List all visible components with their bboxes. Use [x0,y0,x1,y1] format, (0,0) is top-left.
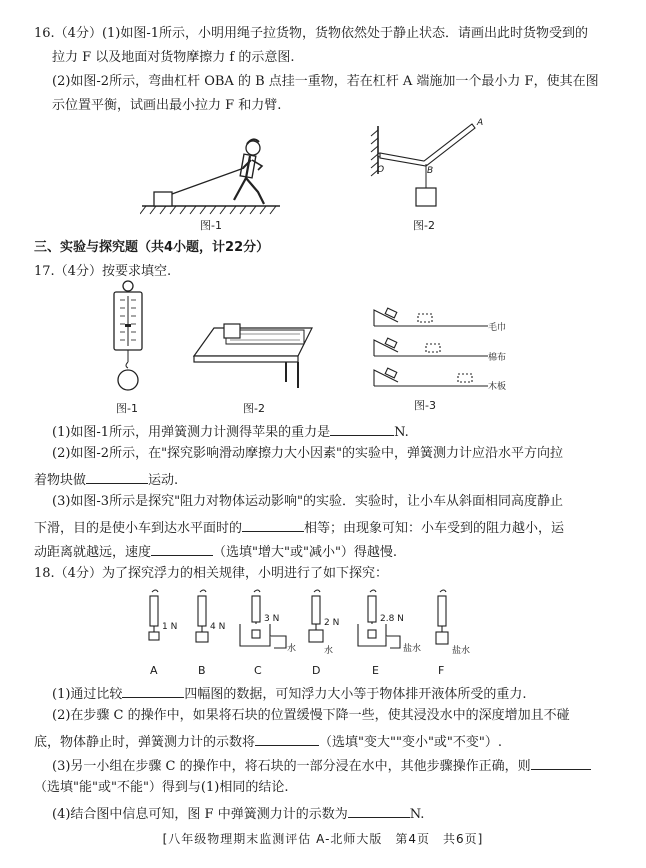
q17-fig3-caption: 图-3 [414,399,436,412]
water-label-C: 水 [287,644,297,654]
apple [118,370,138,390]
surface-wood: 木板 [488,382,507,392]
q18-p2-tail: （选填"变大""变小"或"不变"）. [319,735,503,750]
q17-blank-2[interactable] [86,470,148,484]
saltwater-label-E: 盐水 [403,644,422,654]
q17-p3b [34,518,564,537]
q16-figure-1 [140,128,290,218]
q18-p3-text: (3)另一小组在步骤 C 的操作中，将石块的一部分浸在水中，其他步骤操作正确，则 [52,759,531,774]
q18-p2a: (2)在步骤 C 的操作中，如果将石块的位置缓慢下降一些，使其浸没水中的深度增加且不碰 [52,708,570,723]
q17-p1-text: (1)如图-1所示，用弹簧测力计测得苹果的重力是 [52,425,331,440]
q18-blank-2[interactable] [255,732,319,746]
reading-D: 2 N [324,618,340,628]
q18-p4-unit: N. [409,807,425,822]
q17-p3c [34,542,397,561]
point-A: A [477,118,484,128]
page-footer: [八年级物理期末监测评估 A-北师大版 第4页 共6页] [162,832,484,846]
q17-p1 [52,422,409,441]
block [224,324,240,338]
q18-blank-4[interactable] [348,804,410,818]
q17-p3a: (3)如图-3所示是探究"阻力对物体运动影响"的实验．实验时，让小车从斜面相同高度静止 [52,494,564,509]
q17-line1: 17.（4分）按要求填空. [34,264,172,279]
q18-line1: 18.（4分）为了探究浮力的相关规律，小明进行了如下探究： [34,566,388,581]
q16-fig2-caption: 图-2 [413,219,435,232]
reading-E: 2.8 N [380,614,404,624]
q17-figure-1 [106,280,150,396]
surface-towel: 毛巾 [488,323,507,333]
weight-box [416,188,436,206]
label-F: F [438,664,445,677]
q18-blank-1[interactable] [122,684,184,698]
q18-figures [136,588,476,658]
q17-p3-tail: （选填"增大"或"减小"）得越慢. [213,545,398,560]
q17-p2b [34,470,178,489]
q18-p1-text: (1)通过比较 [52,687,123,702]
rope [172,168,244,194]
reading-C: 3 N [264,614,280,624]
q18-p3b: （选填"能"或"不能"）得到与(1)相同的结论. [34,780,289,795]
q18-p2b [34,732,502,751]
q18-p1 [52,684,527,703]
q17-fig2-caption: 图-2 [243,402,265,415]
point-B: B [427,166,434,176]
q17-blank-4[interactable] [151,542,213,556]
q17-p2-text: 着物块做 [34,473,87,488]
saltwater-label-F: 盐水 [452,646,471,656]
label-A: A [150,664,158,677]
label-B: B [198,664,206,677]
q16-line2: 拉力 F 以及地面对货物摩擦力 f 的示意图. [52,50,295,65]
q17-p1-unit: N. [394,425,409,440]
label-E: E [372,664,379,677]
cargo-box [154,192,172,206]
q17-p3-text2: 动距离就越远，速度 [34,545,152,560]
q16-line3: (2)如图-2所示，弯曲杠杆 OBA 的 B 点挂一重物，若在杠杆 A 端施加一个最小力 F，使其在图 [52,74,599,89]
label-C: C [254,664,262,677]
reading-B: 4 N [210,622,226,632]
reading-A: 1 N [162,622,178,632]
q18-p1-tail: 四幅图的数据，可知浮力大小等于物体排开液体所受的重力. [184,687,527,702]
lever [380,124,475,166]
q17-p3-text: 下滑，目的是使小车到达水平面时的 [34,521,243,536]
q16-line4: 示位置平衡，试画出最小拉力 F 和力臂. [52,98,282,113]
q16-line1: 16.（4分）(1)如图-1所示，小明用绳子拉货物，货物依然处于静止状态．请画出此时货物受到的 [34,26,589,41]
q17-fig1-caption: 图-1 [116,402,138,415]
q17-figure-3 [370,300,490,392]
q18-p4-text: (4)结合图中信息可知，图 F 中弹簧测力计的示数为 [52,807,348,822]
q17-figure-2 [190,322,320,390]
q16-fig1-caption: 图-1 [200,219,222,232]
q18-blank-3[interactable] [531,756,591,770]
q17-p3-mid: 相等；由现象可知：小车受到的阻力越小，运 [304,521,565,536]
q18-p2-text: 底，物体静止时，弹簧测力计的示数将 [34,735,256,750]
section-3-heading: 三、实验与探究题（共4小题，计22分） [34,240,270,255]
q17-p2-tail: 运动. [148,473,179,488]
q18-p4 [52,804,424,823]
surface-cotton: 棉布 [488,353,507,363]
q17-blank-3[interactable] [242,518,304,532]
q17-p2a: (2)如图-2所示，在"探究影响滑动摩擦力大小因素"的实验中，弹簧测力计应沿水平方向拉 [52,446,564,461]
point-O: O [377,165,385,175]
q18-p3a [52,756,591,775]
label-D: D [312,664,321,677]
water-label-D: 水 [324,646,334,656]
q17-blank-1[interactable] [330,422,394,436]
